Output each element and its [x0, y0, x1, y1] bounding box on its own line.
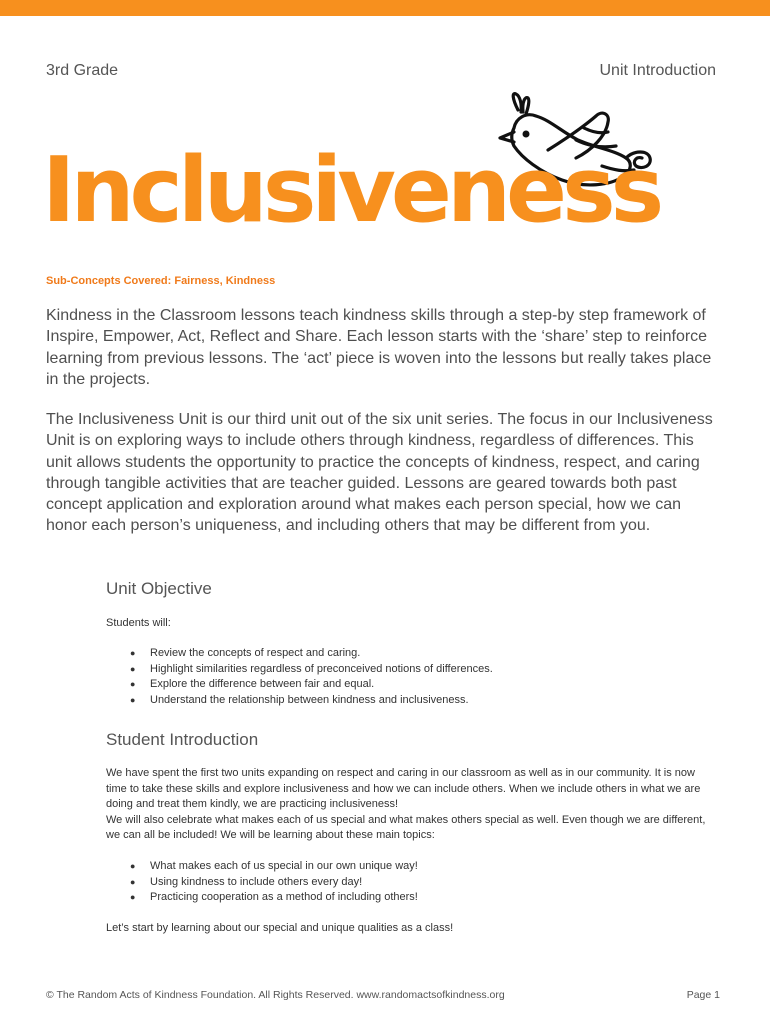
list-item: ● Review the concepts of respect and caring.: [130, 646, 493, 662]
top-accent-bar: [0, 0, 770, 16]
unit-objective-heading: Unit Objective: [106, 579, 212, 598]
student-intro-paragraph: We will also celebrate what makes each of us special and what makes others special as well. Even though we are different, we can all be included! We will be learning about these main topics:: [106, 813, 706, 841]
page-number: Page 1: [686, 989, 720, 1001]
grade-label: 3rd Grade: [46, 62, 119, 79]
student-introduction-text: [106, 766, 718, 844]
list-item: ● Explore the difference between fair and equal.: [130, 677, 493, 693]
objective-lead: Students will:: [106, 617, 171, 629]
subconcepts-line: Sub-Concepts Covered: Fairness, Kindness: [46, 275, 276, 287]
list-item: ● What makes each of us special in our own unique way!: [130, 859, 418, 875]
student-introduction-heading: Student Introduction: [106, 730, 259, 749]
page-title: Inclusiveness: [42, 138, 660, 243]
intro-paragraph: Kindness in the Classroom lessons teach kindness skills through a step-by step framework of Inspire, Empower, Act, Reflect and Share. Each lesson starts with the ‘share’ step to reinforce learning from previous lessons. The ‘act’ piece is woven into the lessons but really takes place in the projects.: [46, 307, 712, 388]
list-item: ● Using kindness to include others every day!: [130, 875, 418, 891]
section-label: Unit Introduction: [599, 62, 716, 79]
list-item: ● Highlight similarities regardless of preconceived notions of differences.: [130, 662, 493, 678]
closing-line: Let’s start by learning about our special and unique qualities as a class!: [106, 922, 454, 934]
list-item: ● Practicing cooperation as a method of including others!: [130, 890, 418, 906]
intro-paragraph: The Inclusiveness Unit is our third unit out of the six unit series. The focus in our Inclusiveness Unit is on exploring ways to include others through kindness, regardless of differences. This unit allows students the opportunity to practice the concepts of kindness, respect, and caring through tangible activities that are teacher guided. Lessons are geared towards both past concept application and exploration around what makes each person special, how we can honor each person’s uniqueness, and including others that may be different from you.: [46, 411, 713, 535]
list-item: ● Understand the relationship between kindness and inclusiveness.: [130, 693, 493, 709]
topics-list: [130, 859, 418, 906]
objective-list: [130, 646, 493, 708]
student-intro-paragraph: We have spent the first two units expanding on respect and caring in our classroom as well as in our community. It is now time to take these skills and explore inclusiveness and how we can include others. When we include others in what we are doing and treat them kindly, we are practicing inclusiveness!: [106, 767, 701, 810]
footer-copyright: © The Random Acts of Kindness Foundation. All Rights Reserved. www.randomactsofkindness.org: [46, 989, 505, 1001]
